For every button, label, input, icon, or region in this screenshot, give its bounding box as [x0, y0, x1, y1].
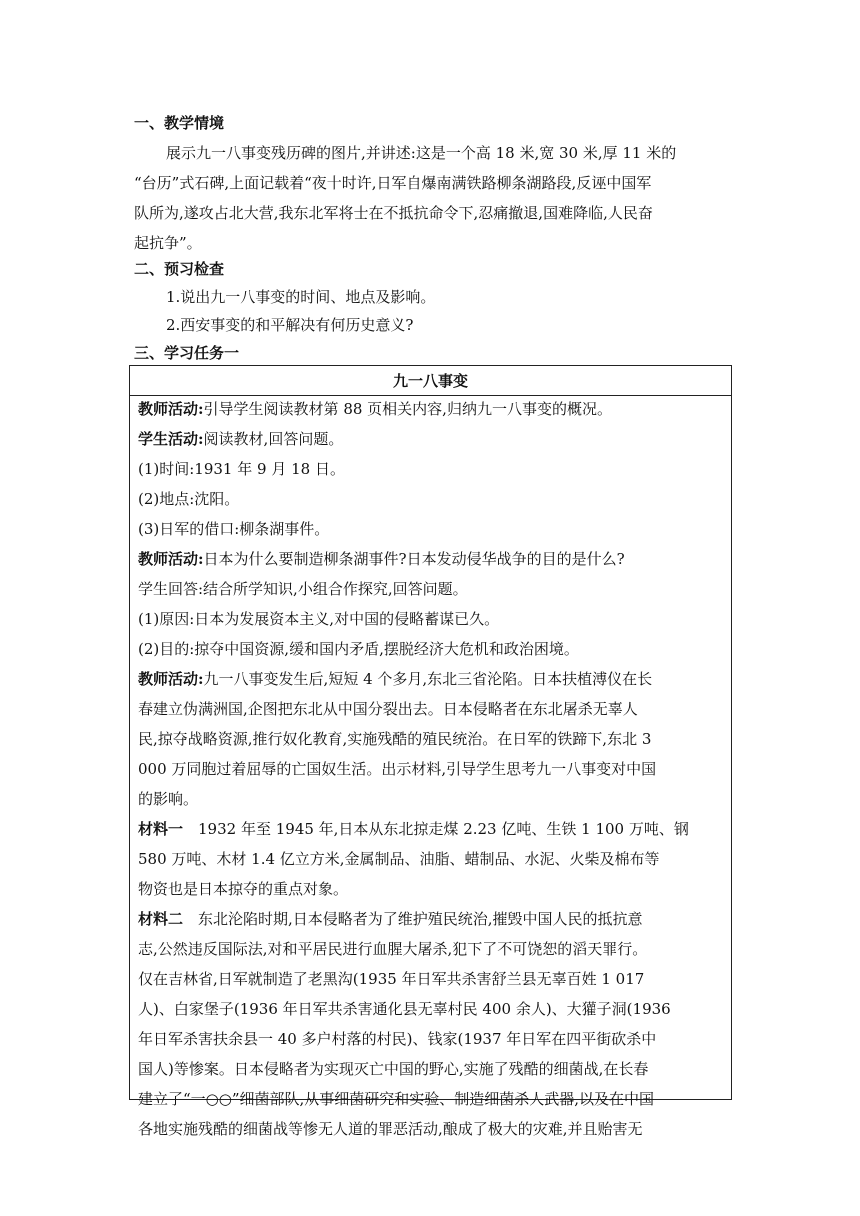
table-line — [138, 969, 644, 989]
section-heading-1: 一、教学情境 — [134, 114, 225, 132]
table-line — [138, 579, 468, 599]
table-line — [138, 519, 329, 539]
table-line — [138, 459, 345, 479]
table-line — [138, 939, 647, 959]
table-line — [138, 1059, 648, 1079]
table-line-text: (2)地点:沈阳。 — [138, 490, 240, 508]
table-line — [138, 849, 660, 869]
activity-label: 学生活动: — [138, 430, 204, 448]
table-line-text: 000 万同胞过着屈辱的亡国奴生活。出示材料,引导学生思考九一八事变对中国 — [138, 760, 657, 778]
paragraph-line: “台历”式石碑,上面记载着“夜十时许,日军自爆南满铁路柳条湖路段,反诬中国军 — [134, 174, 652, 192]
table-line — [138, 669, 652, 689]
table-line-text: 学生回答:结合所学知识,小组合作探究,回答问题。 — [138, 580, 468, 598]
table-line — [138, 729, 651, 749]
table-line-text: 国人)等惨案。日本侵略者为实现灭亡中国的野心,实施了残酷的细菌战,在长春 — [138, 1060, 649, 1078]
table-line — [138, 909, 643, 929]
paragraph-line: 展示九一八事变残历碑的图片,并讲述:这是一个高 18 米,宽 30 米,厚 11 米的 — [166, 144, 677, 162]
table-line-text: 东北沦陷时期,日本侵略者为了维护殖民统治,摧毁中国人民的抵抗意 — [183, 910, 643, 928]
table-line — [138, 819, 689, 839]
table-line-text: 引导学生阅读教材第 88 页相关内容,归纳九一八事变的概况。 — [203, 400, 612, 418]
table-line — [138, 549, 625, 569]
table-line — [138, 1119, 643, 1139]
table-line-text: 仅在吉林省,日军就制造了老黑沟(1935 年日军共杀害舒兰县无辜百姓 1 017 — [138, 970, 645, 988]
table-line — [138, 1029, 656, 1049]
table-line — [138, 999, 671, 1019]
activity-label: 材料二 — [138, 910, 184, 928]
section-heading-3: 三、学习任务一 — [134, 344, 240, 362]
table-line-text: 年日军杀害扶余县一 40 多户村落的村民)、钱家(1937 年日军在四平街砍杀中 — [138, 1030, 657, 1048]
table-line-text: 的影响。 — [138, 790, 199, 808]
question-item: 2.西安事变的和平解决有何历史意义? — [166, 316, 414, 334]
table-line — [138, 1089, 654, 1109]
paragraph-line: 队所为,遂攻占北大营,我东北军将士在不抵抗命令下,忍痛撤退,国难降临,人民奋 — [134, 204, 653, 222]
paragraph-line: 起抗争”。 — [134, 234, 202, 252]
table-line — [138, 609, 499, 629]
activity-label: 材料一 — [138, 820, 184, 838]
activity-label: 教师活动: — [138, 550, 204, 568]
table-line-text: 阅读教材,回答问题。 — [203, 430, 344, 448]
activity-label: 教师活动: — [138, 670, 204, 688]
lesson-table — [129, 365, 732, 1138]
section-heading-2: 二、预习检查 — [134, 260, 225, 278]
table-line-text: 各地实施残酷的细菌战等惨无人道的罪恶活动,酿成了极大的灾难,并且贻害无 — [138, 1120, 643, 1138]
table-line-text: 物资也是日本掠夺的重点对象。 — [138, 880, 349, 898]
table-line — [138, 789, 198, 809]
question-item: 1.说出九一八事变的时间、地点及影响。 — [166, 288, 436, 306]
table-line-text: 九一八事变发生后,短短 4 个多月,东北三省沦陷。日本扶植溥仪在长 — [203, 670, 653, 688]
table-line — [138, 489, 239, 509]
table-line-text: (2)目的:掠夺中国资源,缓和国内矛盾,摆脱经济大危机和政治困境。 — [138, 640, 579, 658]
table-line-text: 日本为什么要制造柳条湖事件?日本发动侵华战争的目的是什么? — [203, 550, 625, 568]
table-line-text: 民,掠夺战略资源,推行奴化教育,实施残酷的殖民统治。在日军的铁蹄下,东北 3 — [138, 730, 652, 748]
table-line-text: (3)日军的借口:柳条湖事件。 — [138, 520, 330, 538]
table-line-text: 1932 年至 1945 年,日本从东北掠走煤 2.23 亿吨、生铁 1 100 万吨、钢 — [183, 820, 689, 838]
activity-label: 教师活动: — [138, 400, 204, 418]
table-line-text: (1)时间:1931 年 9 月 18 日。 — [138, 460, 345, 478]
table-line-text: 志,公然违反国际法,对和平居民进行血腥大屠杀,犯下了不可饶恕的滔天罪行。 — [138, 940, 648, 958]
table-line — [138, 399, 612, 419]
table-line — [138, 429, 343, 449]
table-line — [138, 879, 348, 899]
table-line-text: 建立了“一○○”细菌部队,从事细菌研究和实验、制造细菌杀人武器,以及在中国 — [138, 1090, 655, 1108]
table-line — [138, 639, 579, 659]
table-line-text: 人)、白家堡子(1936 年日军共杀害通化县无辜村民 400 余人)、大獾子洞(1936 — [138, 1000, 671, 1018]
table-line — [138, 699, 638, 719]
table-title: 九一八事变 — [130, 366, 731, 396]
table-line-text: 春建立伪满洲国,企图把东北从中国分裂出去。日本侵略者在东北屠杀无辜人 — [138, 700, 638, 718]
table-line-text: (1)原因:日本为发展资本主义,对中国的侵略蓄谋已久。 — [138, 610, 500, 628]
table-line — [138, 759, 656, 779]
table-line-text: 580 万吨、木材 1.4 亿立方米,金属制品、油脂、蜡制品、水泥、火柴及棉布等 — [138, 850, 660, 868]
